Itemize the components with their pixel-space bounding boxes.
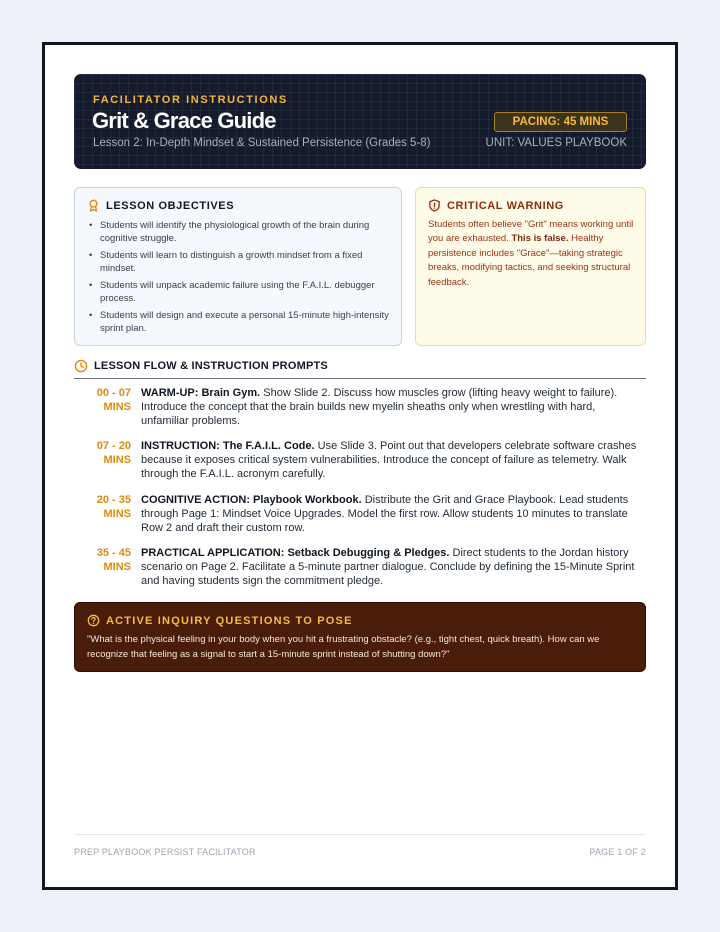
- flow-text: Use Slide 3. Point out that developers celebrate software crashes because it exposes critical system vulnerabilities. Introduce the concept of failure as telemetry. Walk through the F.A.I.L. acronym carefully.: [141, 440, 637, 481]
- lesson-flow: [74, 386, 646, 599]
- time-unit: MINS: [103, 560, 131, 573]
- page-number: PAGE 1 OF 2: [589, 847, 646, 857]
- time-range-start: 07 - 20: [96, 440, 131, 453]
- page-footer: [74, 834, 646, 857]
- warning-text-lead: Students often believe "Grit" means working until you are exhausted.: [428, 219, 634, 245]
- clock-icon: [74, 359, 88, 373]
- lesson-subtitle: Lesson 2: In-Depth Mindset & Sustained Persistence (Grades 5-8): [93, 137, 431, 149]
- footer-left: PREP PLAYBOOK PERSIST FACILITATOR: [74, 847, 256, 857]
- objectives-box: [74, 187, 402, 346]
- time-range: [74, 439, 131, 481]
- time-range: [74, 546, 131, 588]
- flow-row: [74, 493, 646, 535]
- list-item: • Students will identify the physiological growth of the brain during cognitive struggle.: [89, 219, 389, 245]
- flow-row: [74, 386, 646, 428]
- document-page: [42, 42, 678, 890]
- inquiry-text: "What is the physical feeling in your body when you hit a frustrating obstacle? (e.g., tight chest, quick breath). How can we recognize that feeling as a signal to start a 15-minute sprint instead of shutting down?": [87, 634, 600, 660]
- objectives-title: LESSON OBJECTIVES: [106, 199, 235, 212]
- warning-title: CRITICAL WARNING: [447, 199, 564, 212]
- flow-description: [141, 546, 646, 588]
- warning-text-tail: Healthy persistence includes "Grace"—taking strategic breaks, modifying tactics, and seeking structural feedback.: [428, 233, 631, 288]
- info-boxes: [74, 187, 646, 346]
- inquiry-title: ACTIVE INQUIRY QUESTIONS TO POSE: [106, 614, 353, 627]
- list-item: • Students will unpack academic failure using the F.A.I.L. debugger process.: [89, 279, 389, 305]
- flow-text: Show Slide 2. Discuss how muscles grow (lifting heavy weight to failure). Introduce the concept that the brain builds new myelin sheaths only when wrestling with hard, unfamiliar problems.: [141, 387, 618, 428]
- guide-header: [74, 74, 646, 169]
- flow-heading: PRACTICAL APPLICATION: Setback Debugging & Pledges.: [141, 546, 450, 559]
- objectives-heading: [87, 199, 234, 212]
- flow-text: Direct students to the Jordan history scenario on Page 2. Facilitate a 5-minute partner dialogue. Conclude by defining the 15-Minute Sprint and having students sign the commitment pledge.: [141, 546, 635, 588]
- time-unit: MINS: [103, 454, 131, 467]
- time-unit: MINS: [103, 401, 131, 413]
- warning-box: [415, 187, 646, 346]
- inquiry-heading: [87, 614, 353, 627]
- warning-text: [428, 218, 638, 290]
- list-item: • Students will design and execute a personal 15-minute high-intensity sprint plan.: [89, 309, 389, 335]
- flow-text: Distribute the Grit and Grace Playbook. Lead students through Page 1: Mindset Voice Upgrades. Model the first row. Allow students 10 minutes to translate Row 2 and draft their custom row.: [141, 493, 629, 534]
- flow-row: [74, 439, 646, 481]
- pacing-badge: PACING: 45 MINS: [494, 112, 627, 132]
- lesson-flow-title: LESSON FLOW & INSTRUCTION PROMPTS: [94, 360, 328, 372]
- header-kicker: FACILITATOR INSTRUCTIONS: [93, 94, 288, 106]
- warning-emphasis: This is false.: [511, 233, 569, 245]
- time-range: [74, 493, 131, 535]
- lesson-flow-heading: [74, 358, 646, 379]
- inquiry-box: [74, 602, 646, 672]
- time-range: [74, 386, 131, 428]
- flow-heading: COGNITIVE ACTION: Playbook Workbook.: [141, 493, 362, 506]
- list-item: • Students will learn to distinguish a growth mindset from a fixed mindset.: [89, 249, 389, 275]
- time-range-start: 35 - 45: [96, 546, 131, 559]
- flow-row: [74, 546, 646, 588]
- award-ribbon-icon: [87, 199, 100, 212]
- shield-alert-icon: [428, 199, 441, 212]
- warning-heading: [428, 199, 564, 212]
- time-range-start: 00 - 07: [96, 387, 131, 399]
- page-title: Grit & Grace Guide: [92, 108, 276, 133]
- objectives-list: [89, 219, 389, 339]
- flow-description: [141, 386, 646, 428]
- flow-heading: INSTRUCTION: The F.A.I.L. Code.: [141, 440, 315, 453]
- flow-description: [141, 439, 646, 481]
- help-circle-icon: [87, 614, 100, 627]
- flow-description: [141, 493, 646, 535]
- page-content: [74, 74, 646, 857]
- time-unit: MINS: [103, 507, 131, 520]
- unit-label: UNIT: VALUES PLAYBOOK: [485, 137, 627, 149]
- time-range-start: 20 - 35: [96, 493, 131, 506]
- flow-heading: WARM-UP: Brain Gym.: [141, 387, 261, 399]
